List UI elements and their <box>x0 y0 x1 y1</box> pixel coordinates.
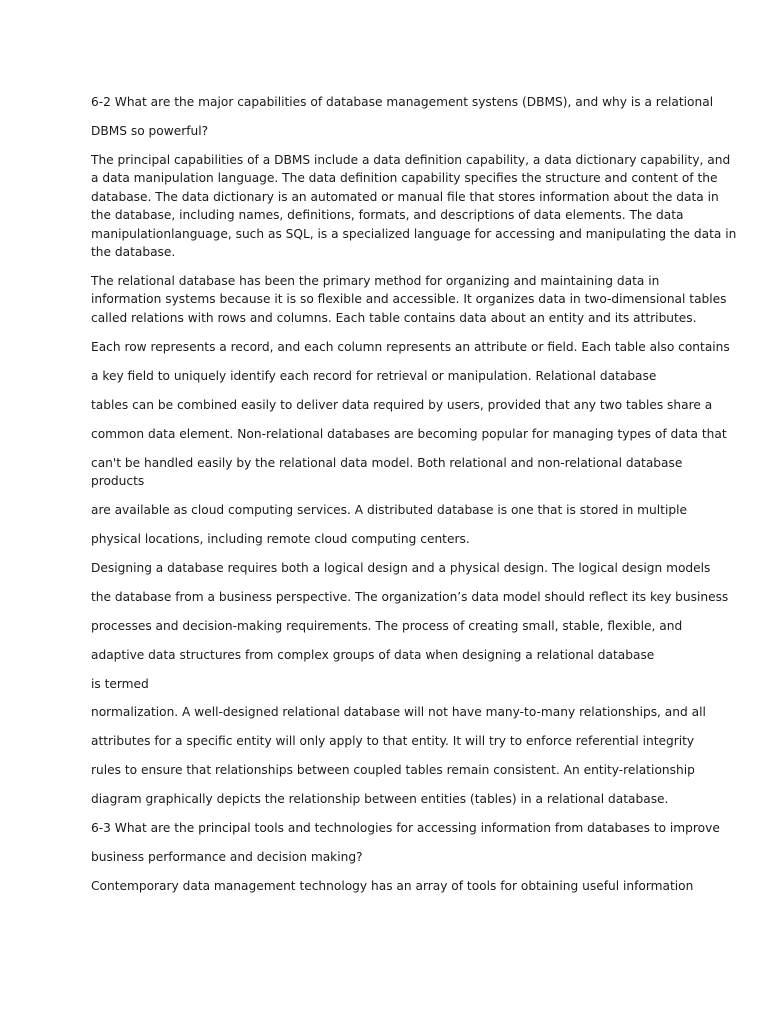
text-line: a key field to uniquely identify each record for retrieval or manipulation. Relational database <box>91 369 657 383</box>
text-line: rules to ensure that relationships between coupled tables remain consistent. An entity-relationship <box>91 763 695 777</box>
text-line: the database, including names, definitions, formats, and descriptions of data elements. The data <box>91 208 684 222</box>
text-line: the database from a business perspective. The organization’s data model should reflect its key business <box>91 590 729 604</box>
text-line: The relational database has been the primary method for organizing and maintaining data in <box>91 274 660 288</box>
text-line: adaptive data structures from complex groups of data when designing a relational database <box>91 648 655 662</box>
text-line: manipulationlanguage, such as SQL, is a specialized language for accessing and manipulating the data in <box>91 227 737 241</box>
text-line: The principal capabilities of a DBMS include a data definition capability, a data dictionary capability, and <box>91 153 731 167</box>
text-line: tables can be combined easily to deliver data required by users, provided that any two tables share a <box>91 398 713 412</box>
text-line: is termed <box>91 677 149 691</box>
text-line: common data element. Non-relational databases are becoming popular for managing types of data that <box>91 427 727 441</box>
text-line: DBMS so powerful? <box>91 124 209 138</box>
text-line: called relations with rows and columns. Each table contains data about an entity and its attributes. <box>91 311 697 325</box>
text-line: diagram graphically depicts the relationship between entities (tables) in a relational database. <box>91 792 669 806</box>
text-line: Each row represents a record, and each column represents an attribute or field. Each table also contains <box>91 340 730 354</box>
text-line: 6-3 What are the principal tools and technologies for accessing information from databases to improve <box>91 821 720 835</box>
text-line: business performance and decision making? <box>91 850 363 864</box>
text-line: the database. <box>91 245 176 259</box>
text-line: database. The data dictionary is an automated or manual file that stores information about the data in <box>91 190 719 204</box>
text-line: attributes for a specific entity will only apply to that entity. It will try to enforce referential integrity <box>91 734 695 748</box>
text-line: products <box>91 474 145 488</box>
text-line: Contemporary data management technology has an array of tools for obtaining useful information <box>91 879 694 893</box>
text-line: information systems because it is so flexible and accessible. It organizes data in two-dimensional tables <box>91 292 727 306</box>
text-line: 6-2 What are the major capabilities of database management systens (DBMS), and why is a relational <box>91 95 714 109</box>
text-line: normalization. A well-designed relational database will not have many-to-many relationships, and all <box>91 705 706 719</box>
text-line: a data manipulation language. The data definition capability specifies the structure and content of the <box>91 171 718 185</box>
text-line: physical locations, including remote cloud computing centers. <box>91 532 470 546</box>
text-line: can't be handled easily by the relational data model. Both relational and non-relational database <box>91 456 683 470</box>
text-line: Designing a database requires both a logical design and a physical design. The logical design models <box>91 561 711 575</box>
text-line: are available as cloud computing services. A distributed database is one that is stored in multiple <box>91 503 687 517</box>
text-line: processes and decision-making requirements. The process of creating small, stable, flexible, and <box>91 619 683 633</box>
